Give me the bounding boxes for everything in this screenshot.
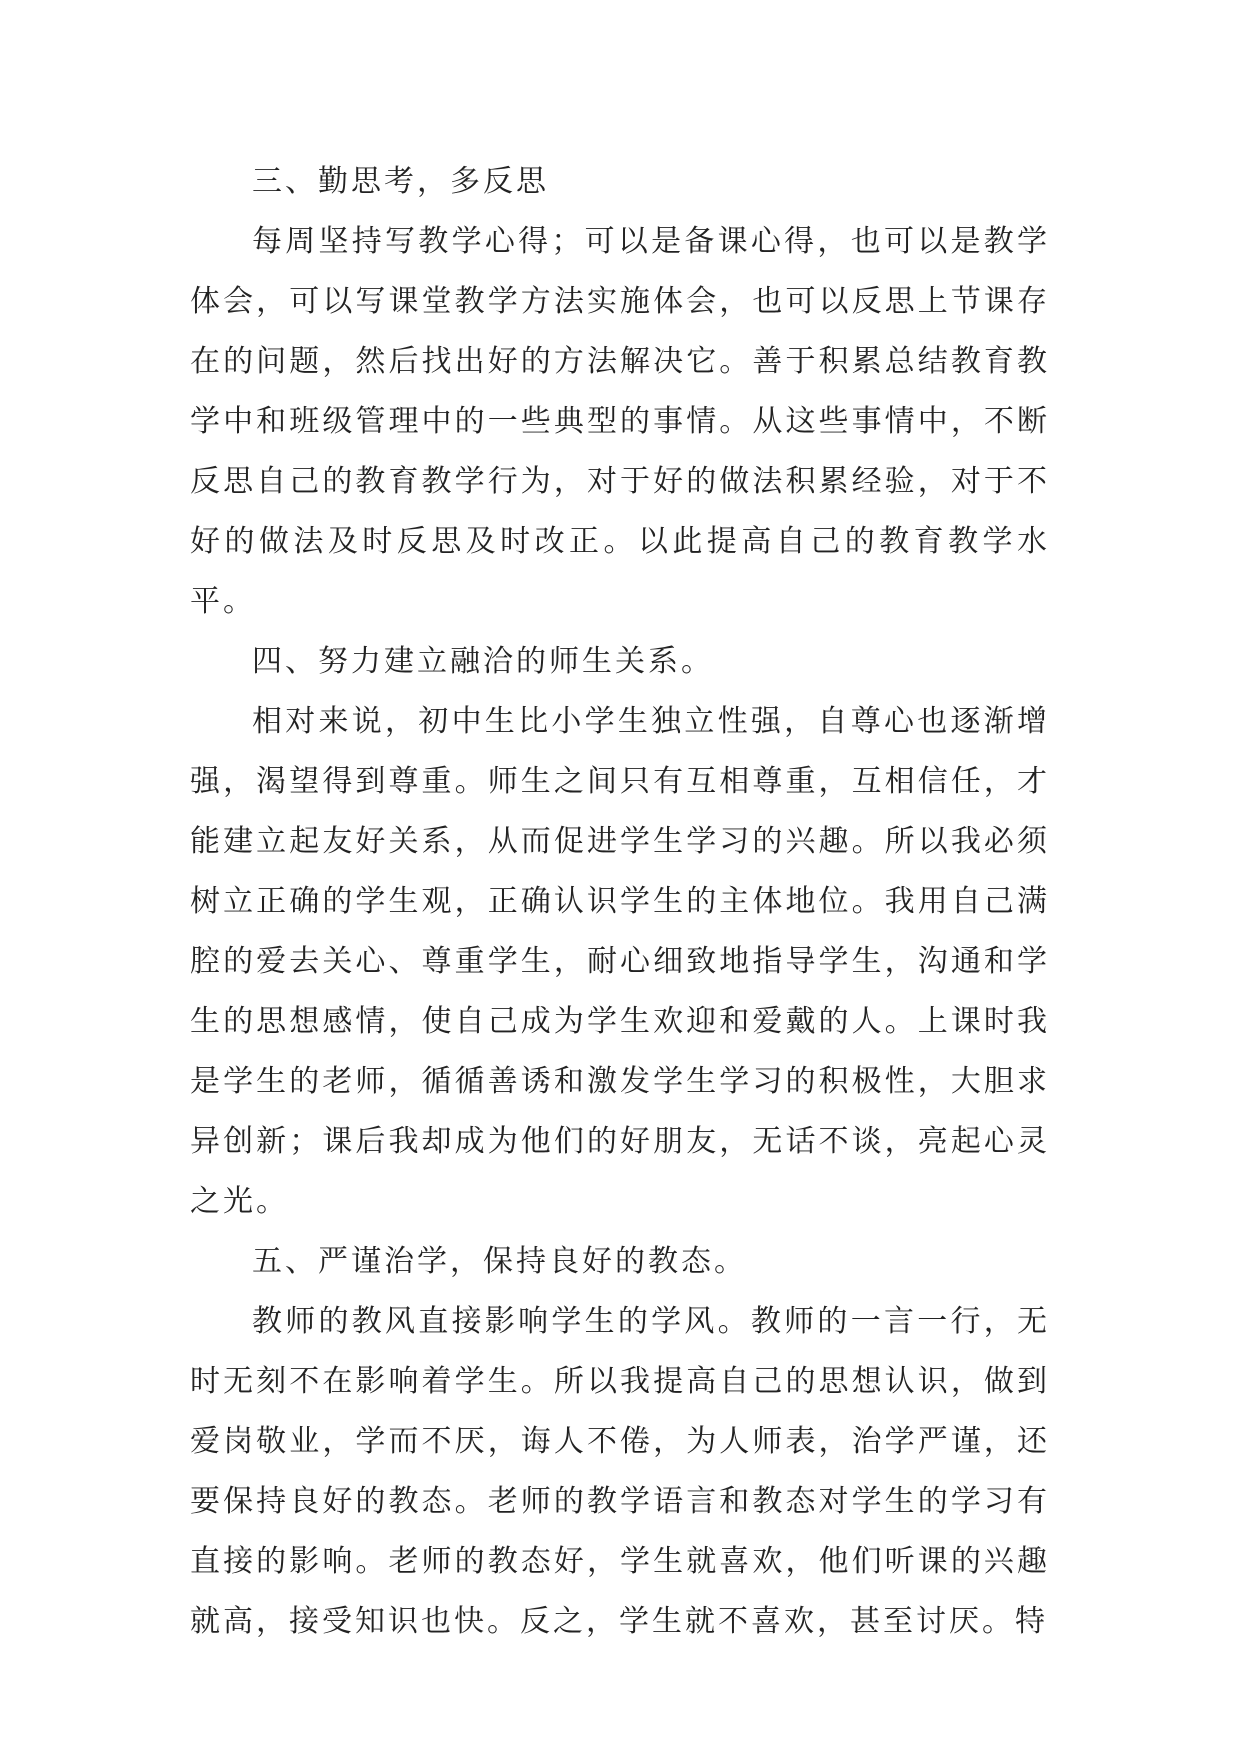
paragraph-reflection: 每周坚持写教学心得；可以是备课心得，也可以是教学体会，可以写课堂教学方法实施体会，也可以反思上节课存在的问题，然后找出好的方法解决它。善于积累总结教育教学中和班级管理中的一些典型的事情。从这些事情中，不断反思自己的教育教学行为，对于好的做法积累经验，对于不好的做法及时反思及时改正。以此提高自己的教育教学水平。 bbox=[190, 224, 1050, 619]
paragraph-relationship: 相对来说，初中生比小学生独立性强，自尊心也逐渐增强，渴望得到尊重。师生之间只有互相尊重，互相信任，才能建立起友好关系，从而促进学生学习的兴趣。所以我必须树立正确的学生观，正确认识学生的主体地位。我用自己满腔的爱去关心、尊重学生，耐心细致地指导学生，沟通和学生的思想感情，使自己成为学生欢迎和爱戴的人。上课时我是学生的老师，循循善诱和激发学生学习的积极性，大胆求异创新；课后我却成为他们的好朋友，无话不谈，亮起心灵之光。 bbox=[190, 704, 1050, 1219]
section-heading-3: 三、勤思考，多反思 bbox=[252, 164, 549, 199]
document-page bbox=[190, 152, 1050, 1652]
section-heading-4: 四、努力建立融洽的师生关系。 bbox=[252, 644, 714, 679]
paragraph-teaching-manner: 教师的教风直接影响学生的学风。教师的一言一行，无时无刻不在影响着学生。所以我提高自己的思想认识，做到爱岗敬业，学而不厌，诲人不倦，为人师表，治学严谨，还要保持良好的教态。老师的教学语言和教态对学生的学习有直接的影响。老师的教态好，学生就喜欢，他们听课的兴趣就高，接受知识也快。反之，学生就不喜欢，甚至讨厌。特 bbox=[190, 1304, 1050, 1639]
section-heading-5: 五、严谨治学，保持良好的教态。 bbox=[252, 1244, 747, 1279]
